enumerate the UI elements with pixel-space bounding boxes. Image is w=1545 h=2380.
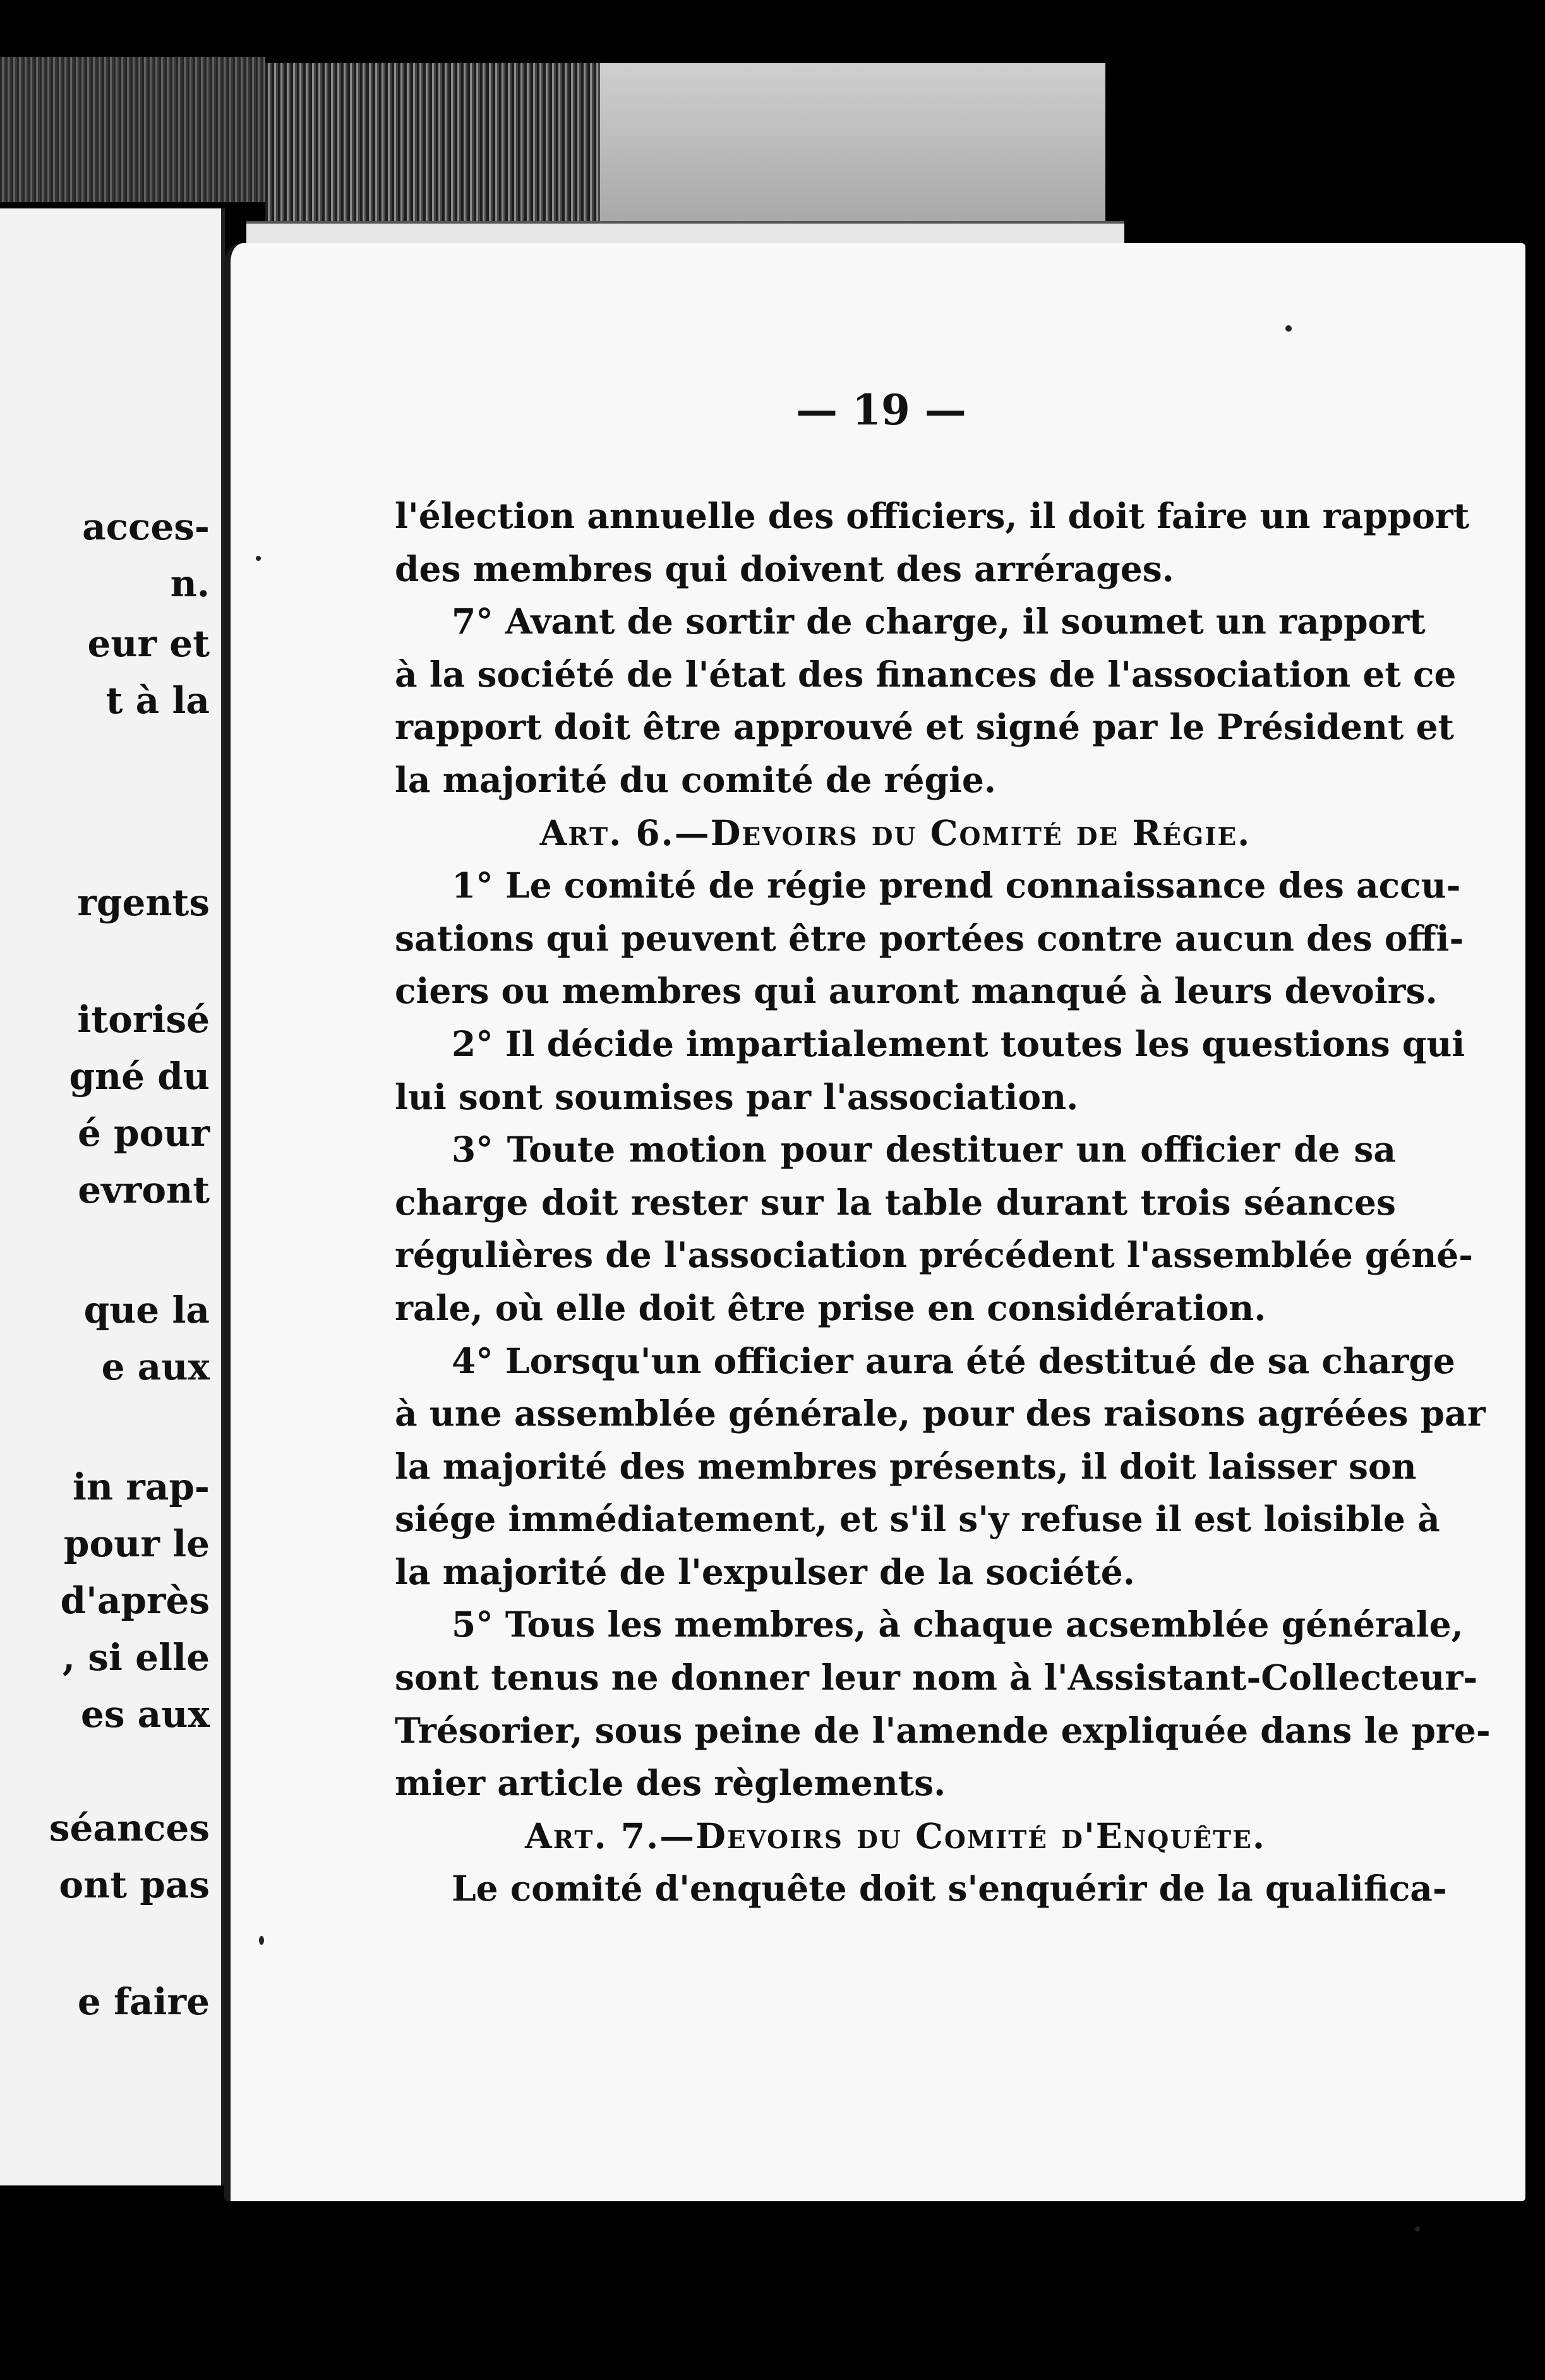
text-line: Le comité d'enquête doit s'enquérir de la qualifica- bbox=[452, 1868, 1447, 1909]
scan-speck bbox=[1285, 325, 1292, 332]
text-line: charge doit rester sur la table durant trois séances bbox=[395, 1181, 1396, 1223]
text-line: rapport doit être approuvé et signé par le Président et bbox=[395, 706, 1454, 748]
next-page-edge bbox=[600, 63, 1105, 221]
left-page-text-fragment: in rap- bbox=[72, 1465, 210, 1508]
left-page-text-fragment: que la bbox=[83, 1289, 210, 1331]
text-line: des membres qui doivent des arrérages. bbox=[395, 548, 1174, 589]
left-page-text-fragment: acces- bbox=[82, 505, 210, 548]
text-line: l'élection annuelle des officiers, il doit faire un rapport bbox=[395, 495, 1470, 536]
left-page-text-fragment: pour le bbox=[63, 1522, 210, 1565]
left-page-text-fragment: d'après bbox=[60, 1579, 210, 1622]
text-line: ciers ou membres qui auront manqué à leurs devoirs. bbox=[395, 970, 1438, 1012]
book-cover-cloth bbox=[0, 57, 265, 202]
left-page-text-fragment: n. bbox=[170, 562, 210, 605]
left-page-text-fragment: t à la bbox=[105, 679, 210, 722]
left-page-text-fragment: itorisé bbox=[77, 998, 210, 1041]
article-heading: Art. 6.—Devoirs du Comité de Régie. bbox=[539, 812, 1251, 853]
book-spine-cloth bbox=[265, 63, 600, 227]
paragraph bbox=[395, 1018, 1465, 1123]
paragraph bbox=[395, 1123, 1474, 1334]
paragraph bbox=[395, 595, 1457, 806]
left-page-text-fragment: rgents bbox=[77, 881, 210, 924]
left-page-text-fragment: eur et bbox=[87, 622, 210, 665]
article-heading: Art. 7.—Devoirs du Comité d'Enquête. bbox=[525, 1815, 1266, 1856]
page-number: — 19 — bbox=[796, 385, 966, 435]
left-page-text-fragment: ont pas bbox=[59, 1863, 210, 1906]
left-page-text-fragment: e aux bbox=[101, 1345, 210, 1388]
text-line: 4° Lorsqu'un officier aura été destitué de sa charge bbox=[452, 1340, 1455, 1381]
scan-speck bbox=[259, 1936, 264, 1945]
left-page-text-fragment: é pour bbox=[77, 1112, 210, 1155]
text-line: 1° Le comité de régie prend connaissance des accu- bbox=[452, 865, 1461, 906]
text-line: Trésorier, sous peine de l'amende expliquée dans le pre- bbox=[395, 1709, 1491, 1751]
text-line: 7° Avant de sortir de charge, il soumet un rapport bbox=[452, 601, 1426, 642]
text-line: siége immédiatement, et s'il s'y refuse il est loisible à bbox=[395, 1498, 1440, 1540]
text-line: mier article des règlements. bbox=[395, 1762, 946, 1804]
text-line: 2° Il décide impartialement toutes les questions qui bbox=[452, 1023, 1465, 1064]
text-line: 5° Tous les membres, à chaque acsemblée générale, bbox=[452, 1604, 1464, 1645]
left-page-text-fragment: e faire bbox=[77, 1980, 210, 2023]
paragraph bbox=[395, 1598, 1491, 1809]
left-page-text-fragment: evront bbox=[78, 1169, 210, 1211]
left-page-text-fragment: gné du bbox=[69, 1055, 210, 1098]
paragraph bbox=[395, 490, 1470, 595]
page-body-text bbox=[395, 490, 1491, 1915]
text-line: lui sont soumises par l'association. bbox=[395, 1076, 1079, 1117]
paragraph bbox=[395, 859, 1464, 1018]
previous-page bbox=[0, 208, 225, 2185]
paragraph bbox=[395, 1335, 1486, 1599]
left-page-text-fragment: , si elle bbox=[62, 1636, 210, 1679]
text-line: la majorité de l'expulser de la société. bbox=[395, 1551, 1135, 1592]
text-line: la majorité des membres présents, il doit laisser son bbox=[395, 1445, 1417, 1487]
scan-speck bbox=[256, 556, 261, 561]
text-line: à la société de l'état des finances de l'association et ce bbox=[395, 653, 1457, 695]
text-line: 3° Toute motion pour destituer un officier de sa bbox=[452, 1129, 1396, 1170]
left-page-text-fragment: séances bbox=[49, 1806, 210, 1849]
text-line: sations qui peuvent être portées contre aucun des offi- bbox=[395, 917, 1464, 959]
text-line: rale, où elle doit être prise en considération. bbox=[395, 1287, 1266, 1328]
text-line: la majorité du comité de régie. bbox=[395, 759, 996, 800]
scan-speck bbox=[1415, 2227, 1420, 2232]
text-line: à une assemblée générale, pour des raisons agréées par bbox=[395, 1393, 1486, 1434]
text-line: régulières de l'association précédent l'assemblée géné- bbox=[395, 1234, 1474, 1276]
text-line: sont tenus ne donner leur nom à l'Assistant-Collecteur- bbox=[395, 1657, 1478, 1698]
paragraph bbox=[395, 1862, 1447, 1915]
left-page-text-fragment: es aux bbox=[80, 1693, 210, 1736]
